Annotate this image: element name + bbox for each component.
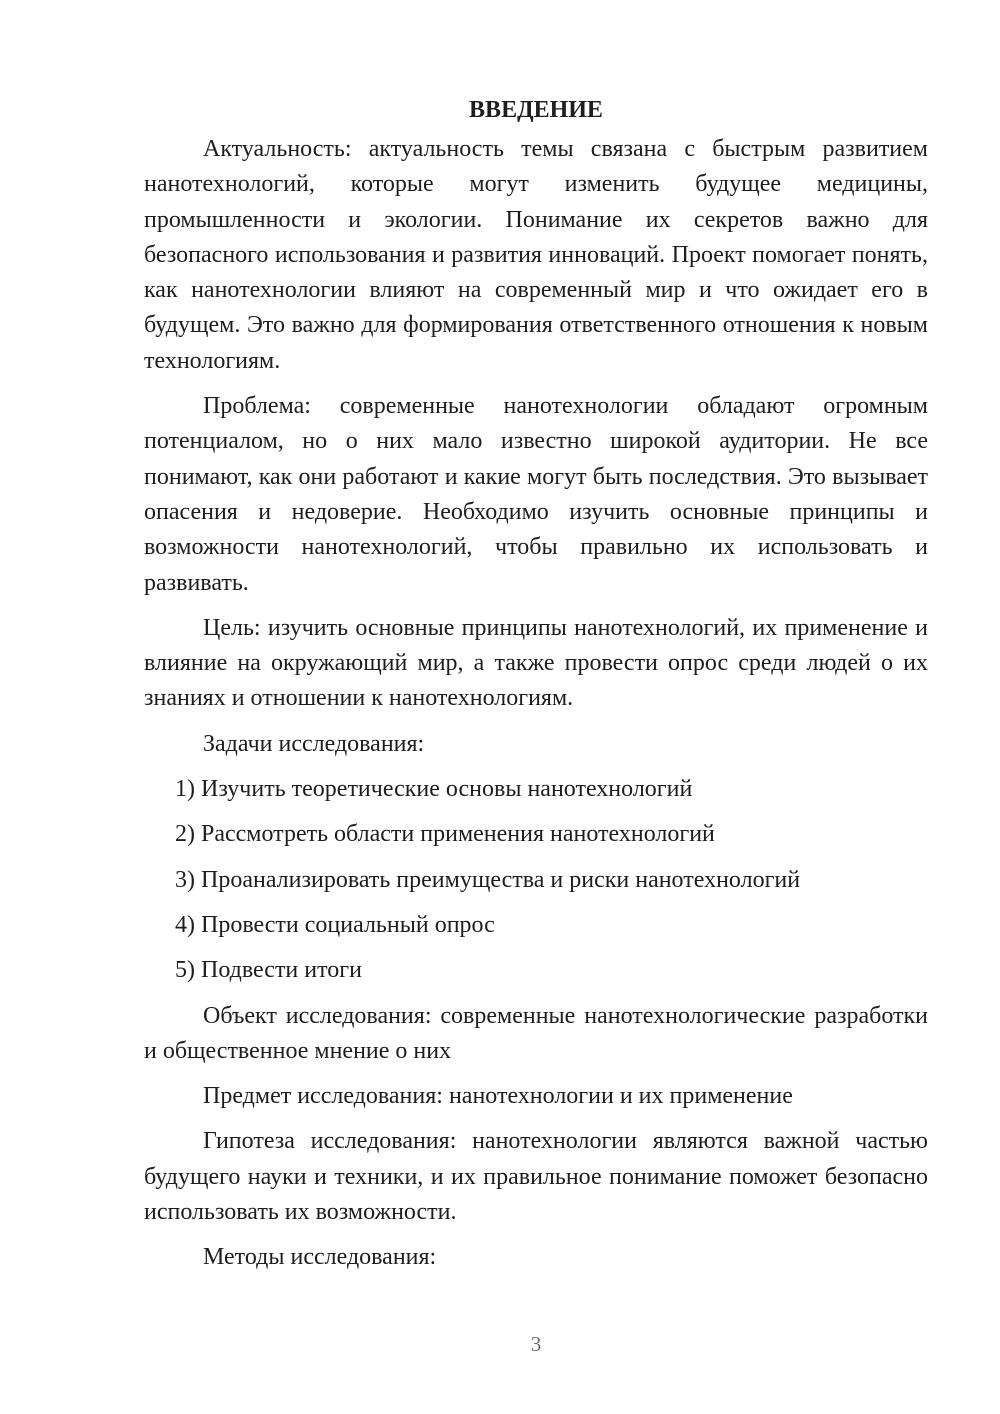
problem-paragraph: Проблема: современные нанотехнологии обладают огромным потенциалом, но о них мало известно широкой аудитории. Не все понимают, как они работают и какие могут быть последствия. Это вызывает опасения и недоверие. Необходимо изучить основные принципы и возможности нанотехнологий, чтобы правильно их использовать и развивать. — [144, 393, 928, 596]
subject-paragraph: Предмет исследования: нанотехнологии и их применение — [203, 1083, 793, 1110]
task-item: 3) Проанализировать преимущества и риски нанотехнологий — [175, 866, 801, 893]
page-content — [144, 92, 928, 1286]
relevance-paragraph: Актуальность: актуальность темы связана с быстрым развитием нанотехнологий, которые могут изменить будущее медицины, промышленности и экологии. Понимание их секретов важно для безопасного использования и развития инноваций. Проект помогает понять, как нанотехнологии влияют на современный мир и что ожидает его в будущем. Это важно для формирования ответственного отношения к новым технологиям. — [144, 136, 928, 374]
tasks-list — [144, 772, 928, 988]
goal-paragraph: Цель: изучить основные принципы нанотехнологий, их применение и влияние на окружающий мир, а также провести опрос среди людей о их знаниях и отношении к нанотехнологиям. — [144, 614, 928, 712]
task-item: 5) Подвести итоги — [175, 957, 362, 984]
page-number: 3 — [530, 1332, 542, 1356]
task-item: 1) Изучить теоретические основы нанотехнологий — [175, 776, 693, 803]
hypothesis-paragraph: Гипотеза исследования: нанотехнологии являются важной частью будущего науки и техники, и их правильное понимание поможет безопасно использовать их возможности. — [144, 1128, 928, 1226]
task-item: 4) Провести социальный опрос — [175, 911, 495, 938]
methods-heading: Методы исследования: — [203, 1244, 437, 1271]
object-paragraph: Объект исследования: современные нанотехнологические разработки и общественное мнение о них — [144, 1002, 928, 1064]
tasks-heading: Задачи исследования: — [203, 730, 425, 757]
page-title: ВВЕДЕНИЕ — [469, 97, 603, 123]
task-item: 2) Рассмотреть области применения нанотехнологий — [175, 821, 715, 848]
